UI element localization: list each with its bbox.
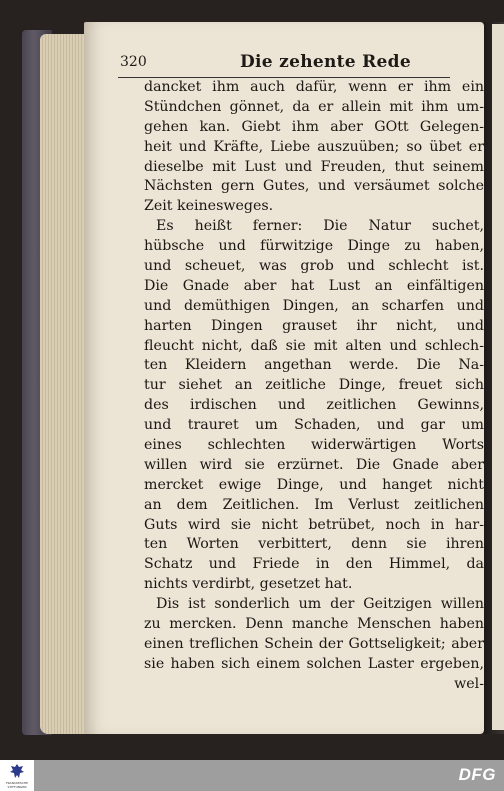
text-line: einen treflichen Schein der Gottseligkeit; aber	[144, 635, 484, 652]
text-line: mercket ewige Dinge, und hanget nicht	[144, 476, 484, 493]
opposite-page-edge	[492, 24, 504, 730]
text-line: Die Gnade aber hat Lust an einfältigen	[144, 277, 484, 294]
text-line: des irdischen und zeitlichen Gewinns,	[144, 397, 484, 414]
catchword: wel-	[454, 675, 484, 692]
text-line: ten Worten verbittert, denn sie ihren	[144, 536, 484, 553]
text-line: Dis ist sonderlich um der Geitzigen willen	[156, 596, 484, 613]
text-line: ten Kleidern angethan werde. Die Na-	[144, 357, 484, 374]
text-line: Stündchen gönnet, da er allein mit ihm um-	[144, 98, 484, 115]
page-header	[120, 54, 450, 78]
text-line: zu mercken. Denn manche Menschen haben	[144, 616, 484, 633]
body-text	[144, 78, 484, 695]
text-line: heit und Kräfte, Liebe auszuüben; so übet er	[144, 138, 484, 155]
text-line: willen wird sie erzürnet. Die Gnade aber	[144, 456, 484, 473]
running-title: Die zehente Rede	[240, 52, 411, 72]
logo-caption: FRANCKESCHE STIFTUNGEN	[5, 781, 29, 789]
text-line: harten Dingen grauset ihr nicht, und	[144, 317, 484, 334]
text-line: an dem Zeitlichen. Im Verlust zeitlichen	[144, 496, 484, 513]
text-line: und trauret um Schaden, und gar um	[144, 417, 484, 434]
text-line: tur siehet an zeitliche Dinge, freuet sich	[144, 377, 484, 394]
text-line: sie haben sich einem solchen Laster ergeben,	[144, 655, 484, 672]
text-line: Es heißt ferner: Die Natur suchet,	[156, 218, 484, 235]
dfg-logo[interactable]: DFG	[458, 765, 496, 784]
text-line: Zeit keinesweges.	[144, 198, 274, 215]
text-line: dieselbe mit Lust und Freuden, thut seinem	[144, 158, 484, 175]
text-line: nichts verdirbt, gesetzet hat.	[144, 576, 353, 593]
text-line: eines schlechten widerwärtigen Worts	[144, 437, 484, 454]
text-line: Guts wird sie nicht betrübet, noch in har-	[144, 516, 484, 533]
page-number: 320	[120, 54, 147, 70]
text-line: Nächsten gern Gutes, und versäumet solche	[144, 178, 484, 195]
text-line: fleucht nicht, daß sie mit alten und schlech-	[144, 337, 484, 354]
text-line: Schatz und Friede in den Himmel, da	[144, 556, 484, 573]
institution-logo[interactable]	[0, 760, 34, 791]
text-line: hübsche und fürwitzige Dinge zu haben,	[144, 238, 484, 255]
text-line: und scheuet, was grob und schlecht ist.	[144, 258, 484, 275]
viewer-footer	[0, 760, 504, 791]
text-line: dancket ihm auch dafür, wenn er ihm ein	[144, 79, 484, 95]
eagle-icon	[9, 763, 25, 780]
text-line: und demüthigen Dingen, an scharfen und	[144, 297, 484, 314]
text-line: gehen kan. Giebt ihm aber GOtt Gelegen-	[144, 118, 484, 135]
book-page	[84, 22, 484, 734]
